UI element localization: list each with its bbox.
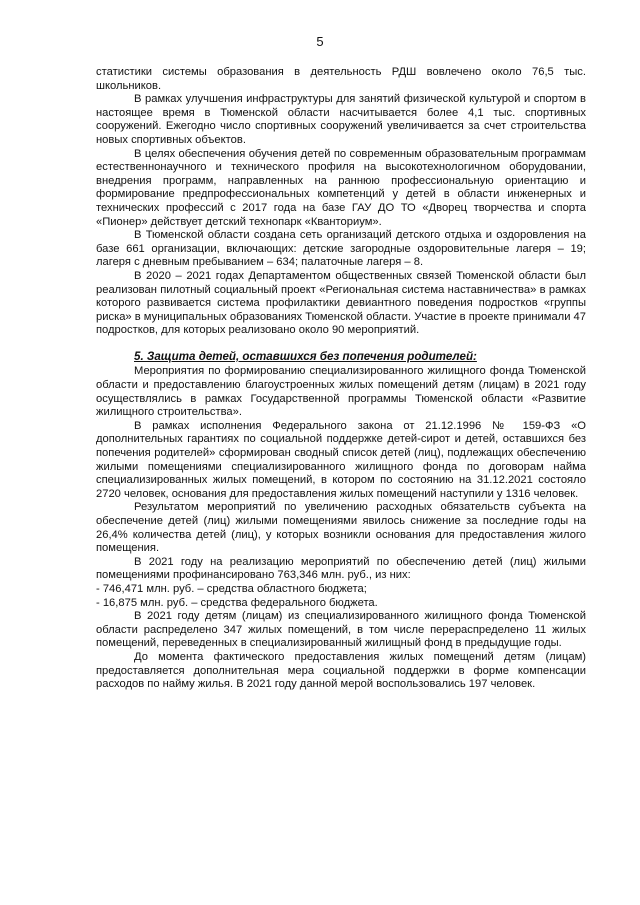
paragraph-federal-law: В рамках исполнения Федерального закона от 21.12.1996 № 159-ФЗ «О дополнительных гарантиях по социальной поддержке детей-сирот и детей, оставшихся без попечения родителей» сформирован сводный список детей (лиц), подлежащих обеспечению жилыми помещениями специализированного жилищного фонда по договорам найма специализированных жилых помещений, в котором по состоянию на 31.12.2021 состояло 2720 человек, основания для предоставления жилых помещений наступили у 1316 человек. [96, 419, 586, 500]
paragraph-compensation: До момента фактического предоставления жилых помещений детям (лицам) предоставляется дополнительная мера социальной поддержки в форме компенсации расходов по найму жилья. В 2021 году данной мерой воспользовались 197 человек. [96, 650, 586, 691]
paragraph-financing: В 2021 году на реализацию мероприятий по обеспечению детей (лиц) жилыми помещениями профинансировано 763,346 млн. руб., из них: [96, 555, 586, 582]
page-number: 5 [316, 34, 324, 49]
document-body [96, 66, 586, 692]
section-heading: 5. Защита детей, оставшихся без попечения родителей: [134, 349, 477, 363]
paragraph-housing-fund: Мероприятия по формированию специализированного жилищного фонда Тюменской области и предоставлению благоустроенных жилых помещений детям (лицам) в 2021 году осуществлялись в рамках Государственной программы Тюменской области «Развитие жилищного строительства». [96, 365, 586, 419]
paragraph-sports-infrastructure: В рамках улучшения инфраструктуры для занятий физической культурой и спортом в настоящее время в Тюменской области насчитывается более 4,1 тыс. спортивных сооружений. Ежегодно число спортивных сооружений увеличивается за счет строительства новых спортивных объектов. [96, 93, 586, 146]
paragraph-results: Результатом мероприятий по увеличению расходных обязательств субъекта на обеспечение детей (лиц) жилыми помещениями явилось снижение за последние годы на 26,4% количества детей (лиц), у которых возникли основания для предоставления жилого помещения. [96, 501, 586, 555]
bullet-federal-budget: - 16,875 млн. руб. – средства федерального бюджета. [96, 596, 378, 609]
paragraph-distribution: В 2021 году детям (лицам) из специализированного жилищного фонда Тюменской области распределено 347 жилых помещений, в том числе перераспределено 11 жилых помещений, переведенных в специализированный жилищный фонд в предыдущие годы. [96, 610, 586, 650]
paragraph-kvantorium: В целях обеспечения обучения детей по современным образовательным программам естественнонаучного и технического профиля на высокотехнологичном оборудовании, внедрения программ, направленных на раннюю профессиональную ориентацию и формирование предпрофессиональных компетенций у детей в области инженерных и технических профессий с 2017 года на базе ГАУ ДО ТО «Дворец творчества и спорта «Пионер» действует детский технопарк «Кванториум». [96, 147, 586, 228]
bullet-regional-budget: - 746,471 млн. руб. – средства областного бюджета; [96, 582, 367, 595]
paragraph-continuation: статистики системы образования в деятельность РДШ вовлечено около 76,5 тыс. школьников. [96, 66, 586, 92]
paragraph-summer-camps: В Тюменской области создана сеть организаций детского отдыха и оздоровления на базе 661 организации, включающих: детские загородные оздоровительные лагеря – 19; лагеря с дневным пребыванием – 634; палаточные лагеря – 8. [96, 229, 586, 269]
paragraph-mentorship-project: В 2020 – 2021 годах Департаментом общественных связей Тюменской области был реализован пилотный социальный проект «Региональная система наставничества» в рамках которого развивается система профилактики девиантного поведения подростков «группы риска» в муниципальных образованиях Тюменской области. Участие в проекте принимали 47 подростков, для которых реализовано около 90 мероприятий. [96, 269, 586, 337]
